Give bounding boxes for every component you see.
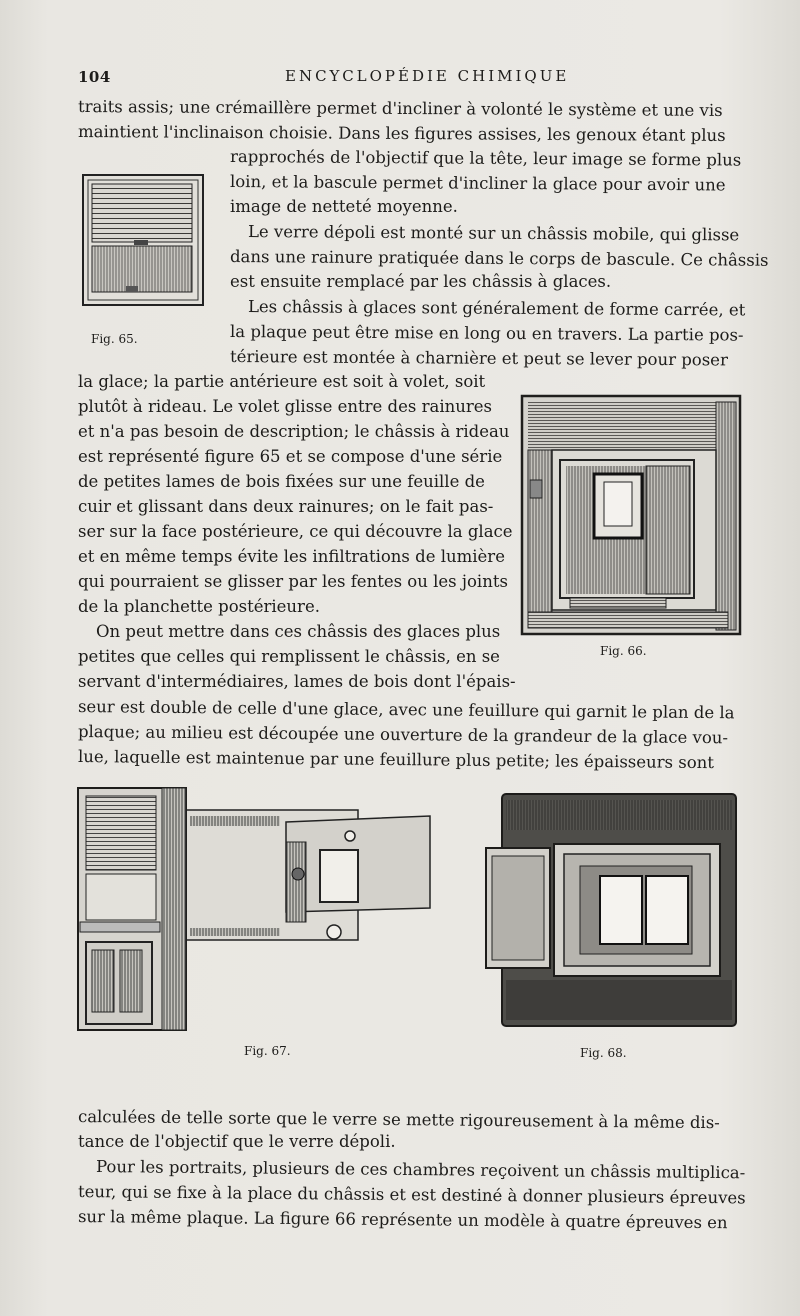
text-line: petites que celles qui remplissent le châssis, en se (78, 647, 500, 666)
text-line: est ensuite remplacé par les châssis à glaces. (230, 272, 612, 291)
text-line: plutôt à rideau. Le volet glisse entre des rainures (78, 397, 492, 416)
text-line: sur la même plaque. La figure 66 représente un modèle à quatre épreuves en (77, 1207, 728, 1233)
text-line: la plaque peut être mise en long ou en travers. La partie pos- (229, 322, 744, 345)
text-line: térieure est montée à charnière et peut se lever pour poser (229, 347, 728, 370)
text-line: loin, et la bascule permet d'incliner la glace pour avoir une (229, 172, 726, 195)
text-line: calculées de telle sorte que le verre se mette rigoureusement à la même dis- (77, 1107, 720, 1133)
text-line: Pour les portraits, plusieurs de ces chambres reçoivent un châssis multiplica- (95, 1157, 746, 1183)
text-line: plaque; au milieu est découpée une ouverture de la grandeur de la glace vou- (77, 722, 729, 748)
text-line: maintient l'inclinaison choisie. Dans les figures assises, les genoux étant plus (77, 122, 726, 145)
text-line: cuir et glissant dans deux rainures; on le fait pas- (78, 497, 494, 516)
figure-67-caption: Fig. 67. (244, 1044, 291, 1058)
text-line: rapprochés de l'objectif que la tête, leur image se forme plus (229, 147, 742, 170)
text-line: de la planchette postérieure. (78, 597, 320, 616)
figure-67-illustration (76, 786, 434, 1034)
text-line: lue, laquelle est maintenue par une feuillure plus petite; les épaisseurs sont (77, 747, 715, 773)
text-line: teur, qui se fixe à la place du châssis et est destiné à donner plusieurs épreuves (77, 1182, 746, 1208)
text-line: servant d'intermédiaires, lames de bois dont l'épais- (78, 672, 516, 691)
figure-68-caption: Fig. 68. (580, 1046, 627, 1060)
figure-66-caption: Fig. 66. (600, 644, 647, 658)
text-line: et en même temps évite les infiltrations de lumière (78, 547, 505, 566)
page-number: 104 (78, 68, 111, 86)
figure-68-illustration (484, 792, 738, 1030)
text-line: seur est double de celle d'une glace, avec une feuillure qui garnit le plan de la (77, 697, 735, 723)
text-line: Le verre dépoli est monté sur un châssis mobile, qui glisse (247, 222, 740, 245)
text-line: tance de l'objectif que le verre dépoli. (78, 1132, 396, 1151)
figure-66-illustration (520, 394, 742, 636)
figure-65-illustration (82, 174, 204, 306)
text-line: de petites lames de bois fixées sur une feuille de (78, 472, 485, 491)
text-line: dans une rainure pratiquée dans le corps de bascule. Ce châssis (229, 247, 769, 270)
figure-65-caption: Fig. 65. (91, 332, 138, 346)
text-line: et n'a pas besoin de description; le châssis à rideau (78, 422, 510, 441)
text-line: traits assis; une crémaillère permet d'incliner à volonté le système et une vis (77, 97, 723, 120)
text-line: la glace; la partie antérieure est soit à volet, soit (78, 372, 486, 391)
text-line: ser sur la face postérieure, ce qui découvre la glace (78, 522, 513, 541)
running-title: ENCYCLOPÉDIE CHIMIQUE (285, 67, 570, 85)
text-line: image de netteté moyenne. (230, 197, 458, 216)
text-line: qui pourraient se glisser par les fentes ou les joints (78, 572, 508, 591)
text-line: Les châssis à glaces sont généralement de forme carrée, et (247, 297, 746, 320)
text-line: est représenté figure 65 et se compose d'une série (78, 447, 503, 466)
text-line: On peut mettre dans ces châssis des glaces plus (96, 622, 501, 641)
